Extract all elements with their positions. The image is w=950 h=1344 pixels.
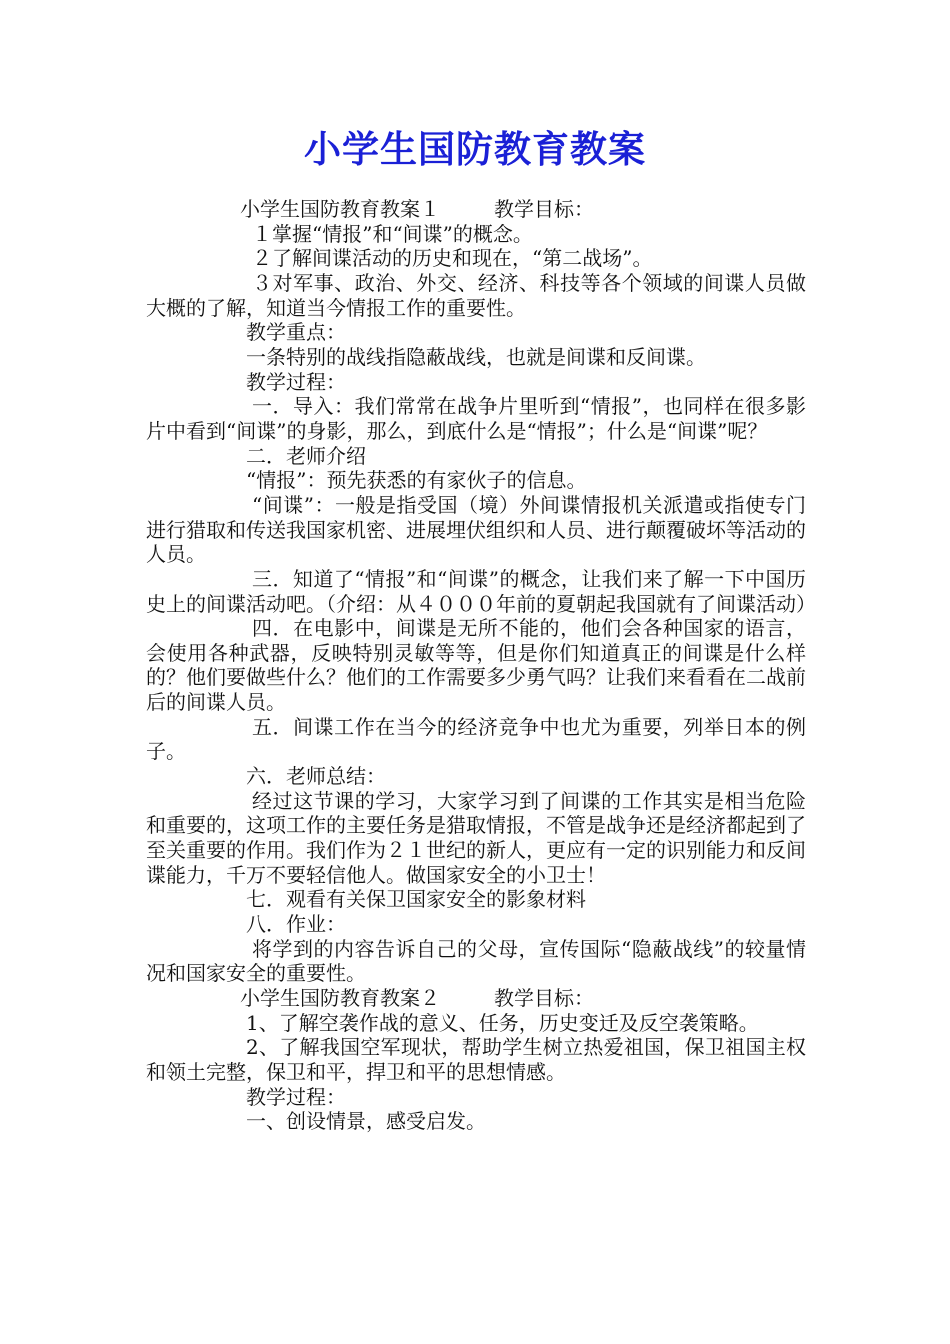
paragraph: 六．老师总结： bbox=[246, 764, 386, 789]
paragraph: 七．观看有关保卫国家安全的影象材料 bbox=[246, 887, 586, 912]
paragraph: １掌握“情报”和“间谍”的概念。 bbox=[252, 221, 533, 246]
paragraph: 1、了解空袭作战的意义、任务，历史变迁及反空袭策略。 bbox=[246, 1010, 759, 1035]
paragraph: 一条特别的战线指隐蔽战线，也就是间谍和反间谍。 bbox=[246, 344, 706, 369]
document-title: 小学生国防教育教案 bbox=[304, 128, 646, 171]
paragraph: 教学过程： bbox=[246, 369, 346, 394]
paragraph: 一．导入：我们常常在战争片里听到“情报”，也同样在很多影片中看到“间谍”的身影，那么，到底什么是“情报”；什么是“间谍”呢？ bbox=[146, 394, 806, 443]
paragraph: ３对军事、政治、外交、经济、科技等各个领域的间谍人员做大概的了解，知道当今情报工作的重要性。 bbox=[146, 270, 806, 320]
paragraph: 2、了解我国空军现状，帮助学生树立热爱祖国，保卫祖国主权和领土完整，保卫和平，捍卫和平的思想情感。 bbox=[146, 1035, 806, 1084]
paragraph: 三．知道了“情报”和“间谍”的概念，让我们来了解一下中国历史上的间谍活动吧。（介绍：从４０００年前的夏朝起我国就有了间谍活动） bbox=[146, 566, 816, 616]
paragraph: “间谍”：一般是指受国（境）外间谍情报机关派遣或指使专门进行猎取和传送我国家机密、进展埋伏组织和人员、进行颠覆破坏等活动的人员。 bbox=[146, 492, 806, 567]
paragraph: 经过这节课的学习，大家学习到了间谍的工作其实是相当危险和重要的，这项工作的主要任务是猎取情报，不管是战争还是经济都起到了至关重要的作用。我们作为２１世纪的新人，更应有一定的识别能力和反间谍能力，千万不要轻信他人。做国家安全的小卫士！ bbox=[146, 788, 806, 887]
paragraph: 将学到的内容告诉自己的父母，宣传国际“隐蔽战线”的较量情况和国家安全的重要性。 bbox=[146, 936, 806, 986]
paragraph: “情报”：预先获悉的有家伙子的信息。 bbox=[246, 468, 587, 493]
paragraph: 教学过程： bbox=[246, 1084, 346, 1109]
paragraph: 四．在电影中，间谍是无所不能的，他们会各种国家的语言，会使用各种武器，反映特别灵敏等等，但是你们知道真正的间谍是什么样的？他们要做些什么？他们的工作需要多少勇气吗？让我们来看看在二战前后的间谍人员。 bbox=[146, 616, 806, 715]
paragraph: 二．老师介绍 bbox=[246, 443, 366, 468]
paragraph: 教学重点： bbox=[246, 320, 346, 345]
section-heading-1: 小学生国防教育教案１ 教学目标： bbox=[240, 197, 594, 221]
document-body bbox=[146, 197, 816, 1134]
paragraph: 五．间谍工作在当今的经济竞争中也尤为重要，列举日本的例子。 bbox=[146, 714, 806, 764]
section-heading-2: 小学生国防教育教案２ 教学目标： bbox=[240, 986, 594, 1010]
paragraph: 一、创设情景，感受启发。 bbox=[246, 1109, 486, 1134]
paragraph: ２了解间谍活动的历史和现在，“第二战场”。 bbox=[252, 246, 653, 271]
paragraph: 八．作业： bbox=[246, 912, 346, 937]
